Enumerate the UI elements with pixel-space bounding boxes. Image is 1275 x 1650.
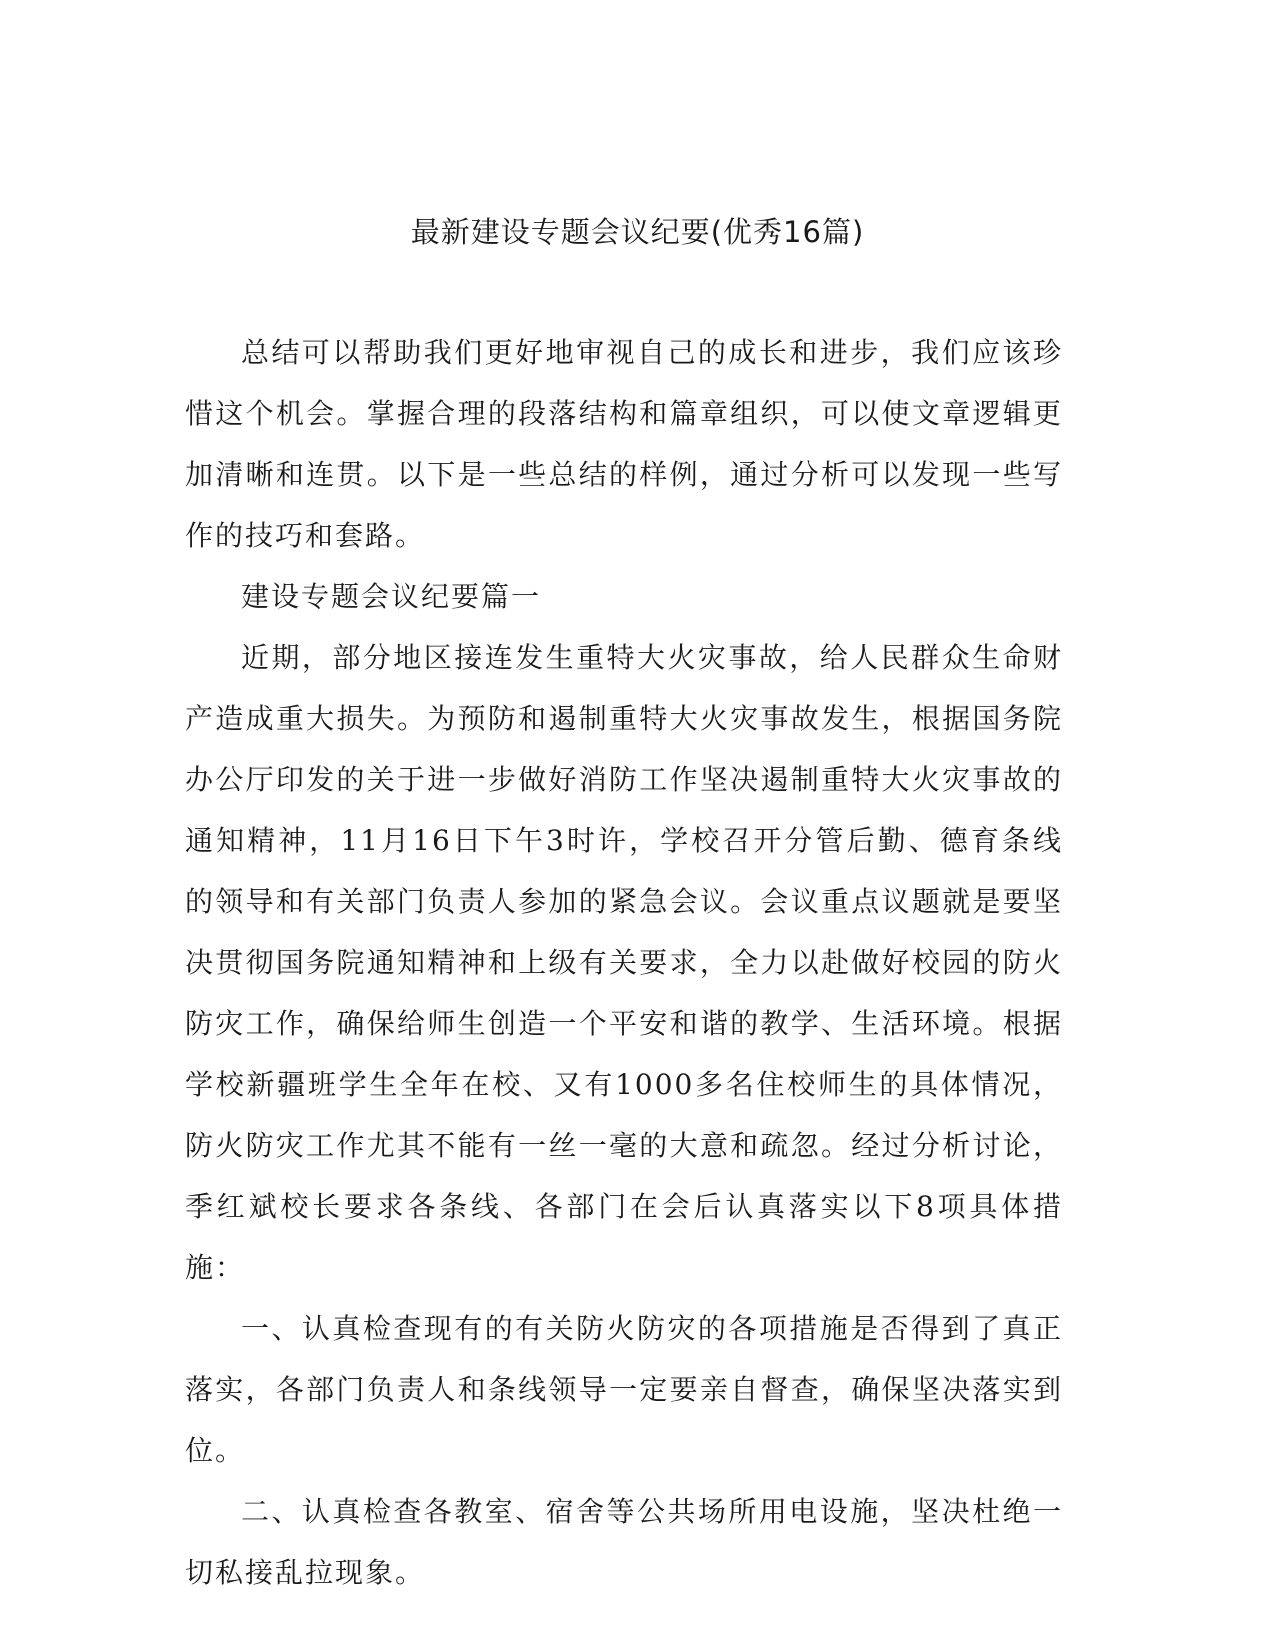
section-heading: 建设专题会议纪要篇一 xyxy=(241,580,542,613)
document-body xyxy=(185,322,1063,1603)
intro-paragraph: 总结可以帮助我们更好地审视自己的成长和进步，我们应该珍惜这个机会。掌握合理的段落结构和篇章组织，可以使文章逻辑更加清晰和连贯。以下是一些总结的样例，通过分析可以发现一些写作的技巧和套路。 xyxy=(185,336,1063,552)
measure-item-1: 一、认真检查现有的有关防火防灾的各项措施是否得到了真正落实，各部门负责人和条线领导一定要亲自督查，确保坚决落实到位。 xyxy=(185,1312,1063,1467)
document-title: 最新建设专题会议纪要(优秀16篇) xyxy=(410,215,865,249)
measure-item-2: 二、认真检查各教室、宿舍等公共场所用电设施，坚决杜绝一切私接乱拉现象。 xyxy=(185,1495,1063,1589)
meeting-paragraph: 近期，部分地区接连发生重特大火灾事故，给人民群众生命财产造成重大损失。为预防和遏制重特大火灾事故发生，根据国务院办公厅印发的关于进一步做好消防工作坚决遏制重特大火灾事故的通知精神，11月16日下午3时许，学校召开分管后勤、德育条线的领导和有关部门负责人参加的紧急会议。会议重点议题就是要坚决贯彻国务院通知精神和上级有关要求，全力以赴做好校园的防火防灾工作，确保给师生创造一个平安和谐的教学、生活环境。根据学校新疆班学生全年在校、又有1000多名住校师生的具体情况，防火防灾工作尤其不能有一丝一毫的大意和疏忽。经过分析讨论，季红斌校长要求各条线、各部门在会后认真落实以下8项具体措施： xyxy=(185,641,1063,1284)
